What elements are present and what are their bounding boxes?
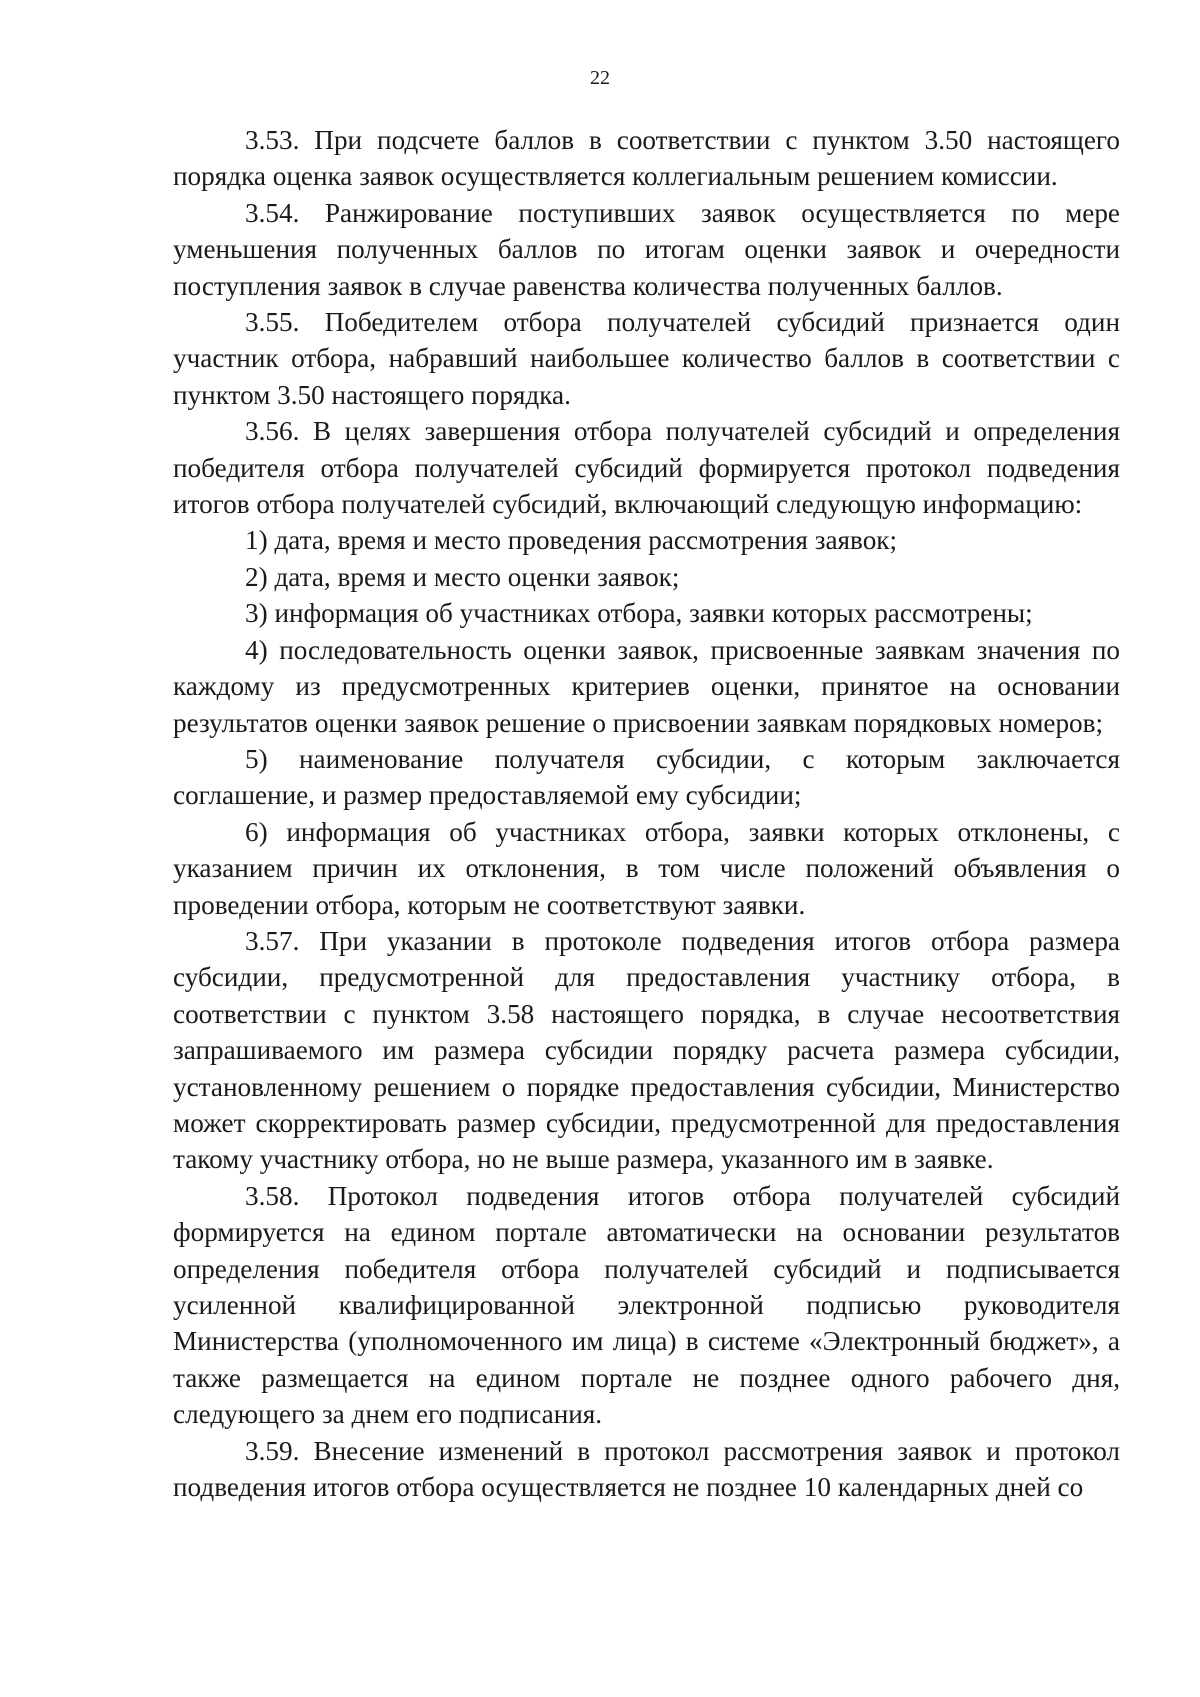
paragraph-3-53: 3.53. При подсчете баллов в соответствии с пунктом 3.50 настоящего порядка оценка заявок осуществляется коллегиальным решением комиссии. <box>173 125 1120 192</box>
paragraph-3-55: 3.55. Победителем отбора получателей субсидий признается один участник отбора, набравший наибольшее количество баллов в соответствии с пунктом 3.50 настоящего порядка. <box>173 307 1120 410</box>
paragraph-3-59: 3.59. Внесение изменений в протокол рассмотрения заявок и протокол подведения итогов отбора осуществляется не позднее 10 календарных дней со <box>173 1435 1120 1503</box>
document-body <box>173 122 1120 1505</box>
paragraph-3-57: 3.57. При указании в протоколе подведения итогов отбора размера субсидии, предусмотренной для предоставления участнику отбора, в соответствии с пунктом 3.58 настоящего порядка, в случае несоответствия запрашиваемого им размера субсидии порядку расчета размера субсидии, установленному решением о порядке предоставления субсидии, Министерство может скорректировать размер субсидии, предусмотренной для предоставления такому участнику отбора, но не выше размера, указанного им в заявке. <box>173 925 1120 1175</box>
paragraph-3-58: 3.58. Протокол подведения итогов отбора получателей субсидий формируется на едином портале автоматически на основании результатов определения победителя отбора получателей субсидий и подписывается усиленной квалифицированной электронной подписью руководителя Министерства (уполномоченного им лица) в системе «Электронный бюджет», а также размещается на едином портале не позднее одного рабочего дня, следующего за днем его подписания. <box>173 1180 1120 1430</box>
page-number: 22 <box>590 67 610 89</box>
list-item-2: 2) дата, время и место оценки заявок; <box>245 561 680 592</box>
list-item-5: 5) наименование получателя субсидии, с которым заключается соглашение, и размер предоставляемой ему субсидии; <box>173 743 1120 811</box>
list-item-4: 4) последовательность оценки заявок, присвоенные заявкам значения по каждому из предусмотренных критериев оценки, принятое на основании результатов оценки заявок решение о присвоении заявкам порядковых номеров; <box>173 634 1120 738</box>
paragraph-3-56: 3.56. В целях завершения отбора получателей субсидий и определения победителя отбора получателей субсидий формируется протокол подведения итогов отбора получателей субсидий, включающий следующую информацию: <box>173 416 1120 520</box>
list-item-1: 1) дата, время и место проведения рассмотрения заявок; <box>245 525 898 556</box>
list-item-6: 6) информация об участниках отбора, заявки которых отклонены, с указанием причин их отклонения, в том числе положений объявления о проведении отбора, которым не соответствуют заявки. <box>173 816 1120 920</box>
list-item-3: 3) информация об участниках отбора, заявки которых рассмотрены; <box>245 598 1033 629</box>
paragraph-3-54: 3.54. Ранжирование поступивших заявок осуществляется по мере уменьшения полученных баллов по итогам оценки заявок и очередности поступления заявок в случае равенства количества полученных баллов. <box>173 197 1120 301</box>
